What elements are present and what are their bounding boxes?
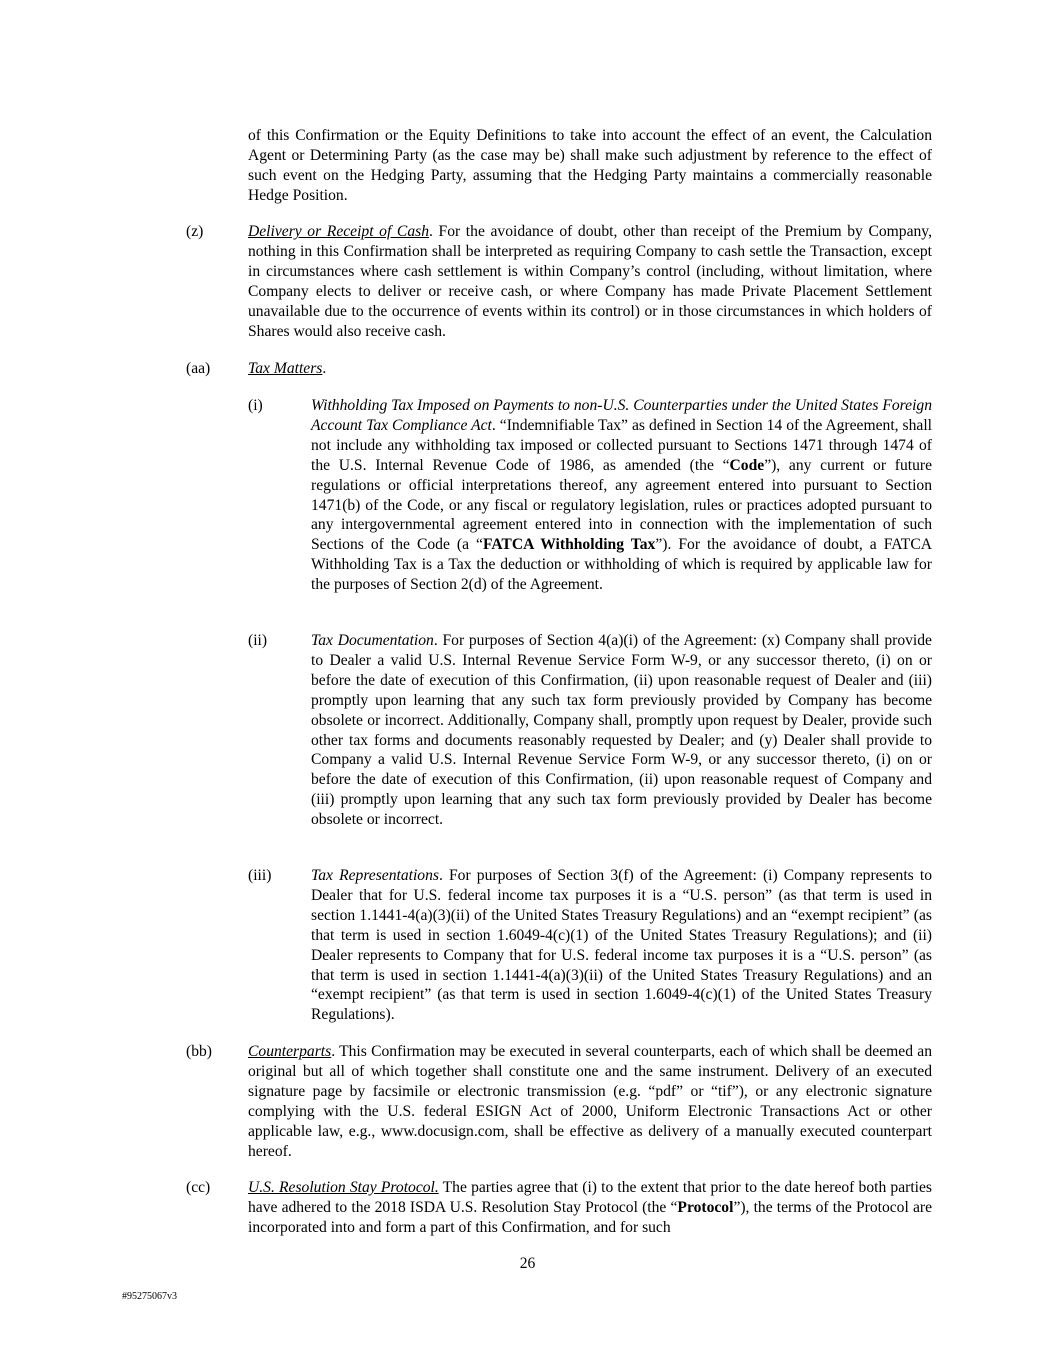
section-aa-heading-line: [248, 359, 932, 379]
section-aa-i-text1: . “Indemnifiable Tax” as defined in Section 14 of the Agreement, shall not include any withholding tax imposed or collected pursuant to Sections 1471 through 1474 of the U.S. Internal Revenue Code of 1986, as amended (the “: [311, 416, 932, 474]
defined-term-fatca: FATCA Withholding Tax: [482, 536, 656, 554]
section-aa-label: (aa): [186, 360, 211, 377]
section-cc-paragraph: [248, 1178, 932, 1238]
section-aa-i-heading: Withholding Tax Imposed on Payments to non-U.S. Counterparties under the United States Foreign Account Tax Compliance Act: [311, 397, 932, 434]
defined-term-protocol: Protocol: [677, 1198, 734, 1216]
section-aa-ii-paragraph: [311, 631, 932, 830]
section-bb-paragraph: [248, 1042, 932, 1161]
section-aa-period: .: [322, 360, 327, 377]
defined-term-code: Code: [729, 456, 765, 474]
section-bb-label: (bb): [186, 1043, 212, 1060]
section-bb-heading: Counterparts: [248, 1043, 332, 1060]
section-aa-iii-label: (iii): [248, 867, 272, 884]
section-aa-heading: Tax Matters: [248, 360, 323, 377]
section-aa-ii-heading: Tax Documentation: [311, 632, 434, 649]
document-id: #95275067v3: [122, 1291, 177, 1302]
section-aa-iii-paragraph: [311, 866, 932, 1025]
section-aa-i-text2: ”), any current or future regulations or official interpretations thereof, any agreement entered into pursuant to Section 1471(b) of the Code, or any fiscal or regulatory legislation, rules or practices adopted pursuant to any intergovernmental agreement entered into in connection with the implementation of such Sections of the Code (a “: [311, 456, 932, 554]
section-z-label: (z): [186, 223, 204, 240]
section-z-heading: Delivery or Receipt of Cash: [248, 223, 429, 240]
section-z-paragraph: [248, 222, 932, 341]
section-aa-iii-text: . For purposes of Section 3(f) of the Agreement: (i) Company represents to Dealer that for U.S. federal income tax purposes it is a “U.S. person” (as that term is used in section 1.1441-4(a)(3)(ii) of the United States Treasury Regulations) and an “exempt recipient” (as that term is used in section 1.6049-4(c)(1) of the United States Treasury Regulations); and (ii) Dealer represents to Company that for U.S. federal income tax purposes it is a “U.S. person” (as that term is used in section 1.1441-4(a)(3)(ii) of the United States Treasury Regulations) and an “exempt recipient” (as that term is used in section 1.6049-4(c)(1) of the United States Treasury Regulations).: [311, 867, 932, 1024]
section-cc-heading: U.S. Resolution Stay Protocol.: [248, 1179, 439, 1196]
section-aa-i-text3: ”). For the avoidance of doubt, a FATCA Withholding Tax is a Tax the deduction or withholding of which is required by applicable law for the purposes of Section 2(d) of the Agreement.: [311, 536, 932, 594]
section-cc-label: (cc): [186, 1179, 211, 1196]
section-aa-ii-text: . For purposes of Section 4(a)(i) of the Agreement: (x) Company shall provide to Dealer a valid U.S. Internal Revenue Service Form W-9, or any successor thereto, (i) on or before the date of execution of this Confirmation, (ii) upon reasonable request of Dealer and (iii) promptly upon learning that any such tax form previously provided by Company has become obsolete or incorrect. Additionally, Company shall, promptly upon request by Dealer, provide such other tax forms and documents reasonably requested by Dealer; and (y) Dealer shall provide to Company a valid U.S. Internal Revenue Service Form W-9, or any successor thereto, (i) on or before the date of execution of this Confirmation, (ii) upon reasonable request of Company and (iii) promptly upon learning that any such tax form previously provided by Dealer has become obsolete or incorrect.: [311, 632, 932, 829]
section-cc-text2: ”), the terms of the Protocol are incorporated into and form a part of this Confirmation, and for such: [248, 1198, 932, 1236]
intro-paragraph: [248, 126, 932, 206]
section-cc-text1: The parties agree that (i) to the extent that prior to the date hereof both parties have adhered to the 2018 ISDA U.S. Resolution Stay Protocol (the “: [248, 1179, 932, 1216]
section-bb-text: . This Confirmation may be executed in several counterparts, each of which shall be deemed an original but all of which together shall constitute one and the same instrument. Delivery of an executed signature page by facsimile or electronic transmission (e.g. “pdf” or “tif”), or any electronic signature complying with the U.S. federal ESIGN Act of 2000, Uniform Electronic Transactions Act or other applicable law, e.g., www.docusign.com, shall be effective as delivery of a manually executed counterpart hereof.: [248, 1043, 932, 1160]
section-aa-i-paragraph: [311, 396, 932, 595]
section-aa-ii-label: (ii): [248, 632, 268, 649]
section-aa-iii-heading: Tax Representations: [311, 867, 439, 884]
section-aa-i-label: (i): [248, 397, 263, 414]
section-z-text: . For the avoidance of doubt, other than receipt of the Premium by Company, nothing in this Confirmation shall be interpreted as requiring Company to cash settle the Transaction, except in circumstances where cash settlement is within Company’s control (including, without limitation, where Company elects to deliver or receive cash, or where Company has made Private Placement Settlement unavailable due to the occurrence of events within its control) or in those circumstances in which holders of Shares would also receive cash.: [248, 223, 932, 340]
page-number: 26: [519, 1255, 536, 1272]
intro-text: of this Confirmation or the Equity Definitions to take into account the effect of an event, the Calculation Agent or Determining Party (as the case may be) shall make such adjustment by reference to the effect of such event on the Hedging Party, assuming that the Hedging Party maintains a commercially reasonable Hedge Position.: [248, 127, 932, 204]
